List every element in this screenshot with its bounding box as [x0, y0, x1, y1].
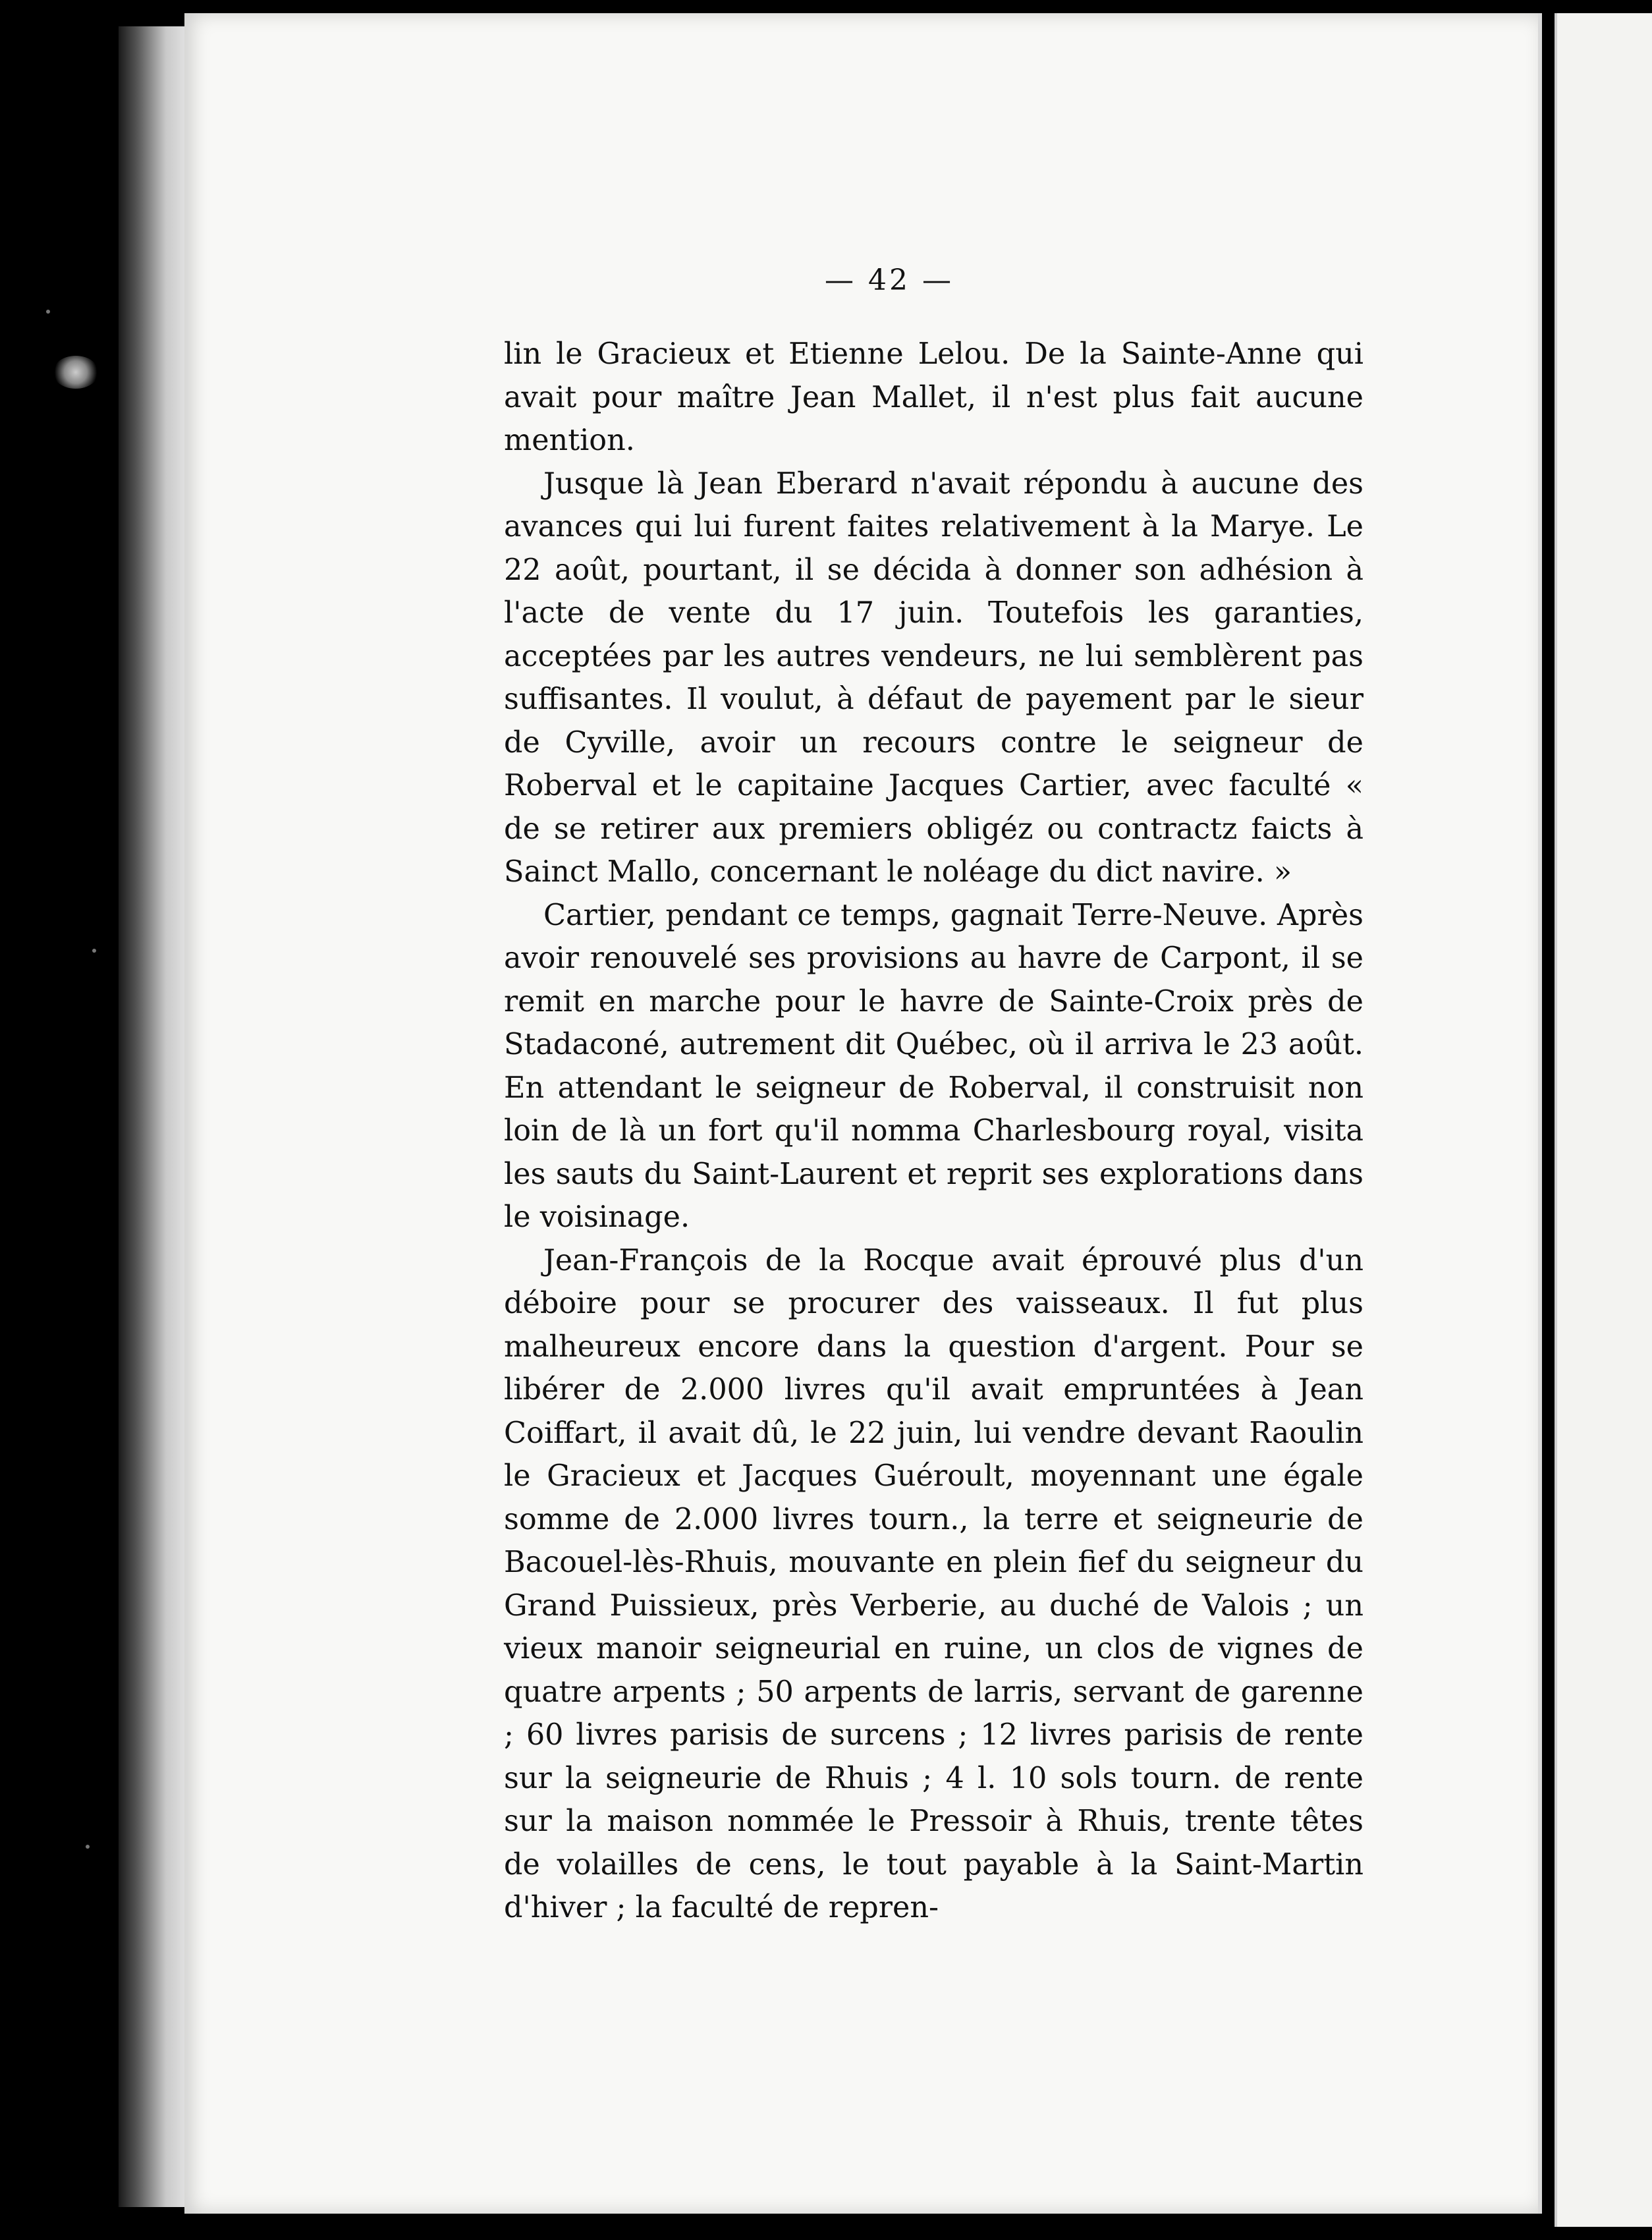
body-text: [504, 333, 1363, 1930]
paragraph: lin le Gracieux et Etienne Lelou. De la Sainte-Anne qui avait pour maître Jean Mallet, il n'est plus fait aucune mention.: [504, 337, 1363, 457]
speck: [86, 1845, 90, 1849]
paper-stain: [53, 356, 99, 389]
speck: [46, 310, 50, 314]
speck: [92, 949, 96, 953]
next-page-edge: [1555, 13, 1652, 2227]
paragraph: Cartier, pendant ce temps, gagnait Terre-Neuve. Après avoir renouvelé ses provisions au havre de Carpont, il se remit en marche pour le havre de Sainte-Croix près de Stadaconé, autrement dit Québec, où il arriva le 23 août. En attendant le seigneur de Roberval, il construisit non loin de là un fort qu'il nomma Charlesbourg royal, visita les sauts du Saint-Laurent et reprit ses explorations dans le voisinage.: [504, 898, 1363, 1234]
page-number: — 42 —: [825, 264, 954, 297]
paragraph: Jusque là Jean Eberard n'avait répondu à aucune des avances qui lui furent faites relativement à la Marye. Le 22 août, pourtant, il se décida à donner son adhésion à l'acte de vente du 17 juin. Toutefois les garanties, acceptées par les autres vendeurs, ne lui semblèrent pas suffisantes. Il voulut, à défaut de payement par le sieur de Cyville, avoir un recours contre le seigneur de Roberval et le capitaine Jacques Cartier, avec faculté « de se retirer aux premiers obligéz ou contractz faicts à Sainct Mallo, concernant le noléage du dict navire. »: [504, 466, 1363, 889]
paragraph: Jean-François de la Rocque avait éprouvé plus d'un déboire pour se procurer des vaisseaux. Il fut plus malheureux encore dans la question d'argent. Pour se libérer de 2.000 livres qu'il avait empruntées à Jean Coiffart, il avait dû, le 22 juin, lui vendre devant Raoulin le Gracieux et Jacques Guéroult, moyennant une égale somme de 2.000 livres tourn., la terre et seigneurie de Bacouel-lès-Rhuis, mouvante en plein fief du seigneur du Grand Puissieux, près Verberie, au duché de Valois ; un vieux manoir seigneurial en ruine, un clos de vignes de quatre arpents ; 50 arpents de larris, servant de garenne ; 60 livres parisis de surcens ; 12 livres parisis de rente sur la seigneurie de Rhuis ; 4 l. 10 sols tourn. de rente sur la maison nommée le Pressoir à Rhuis, trente têtes de volailles de cens, le tout payable à la Saint-Martin d'hiver ; la faculté de repren-: [504, 1243, 1363, 1924]
